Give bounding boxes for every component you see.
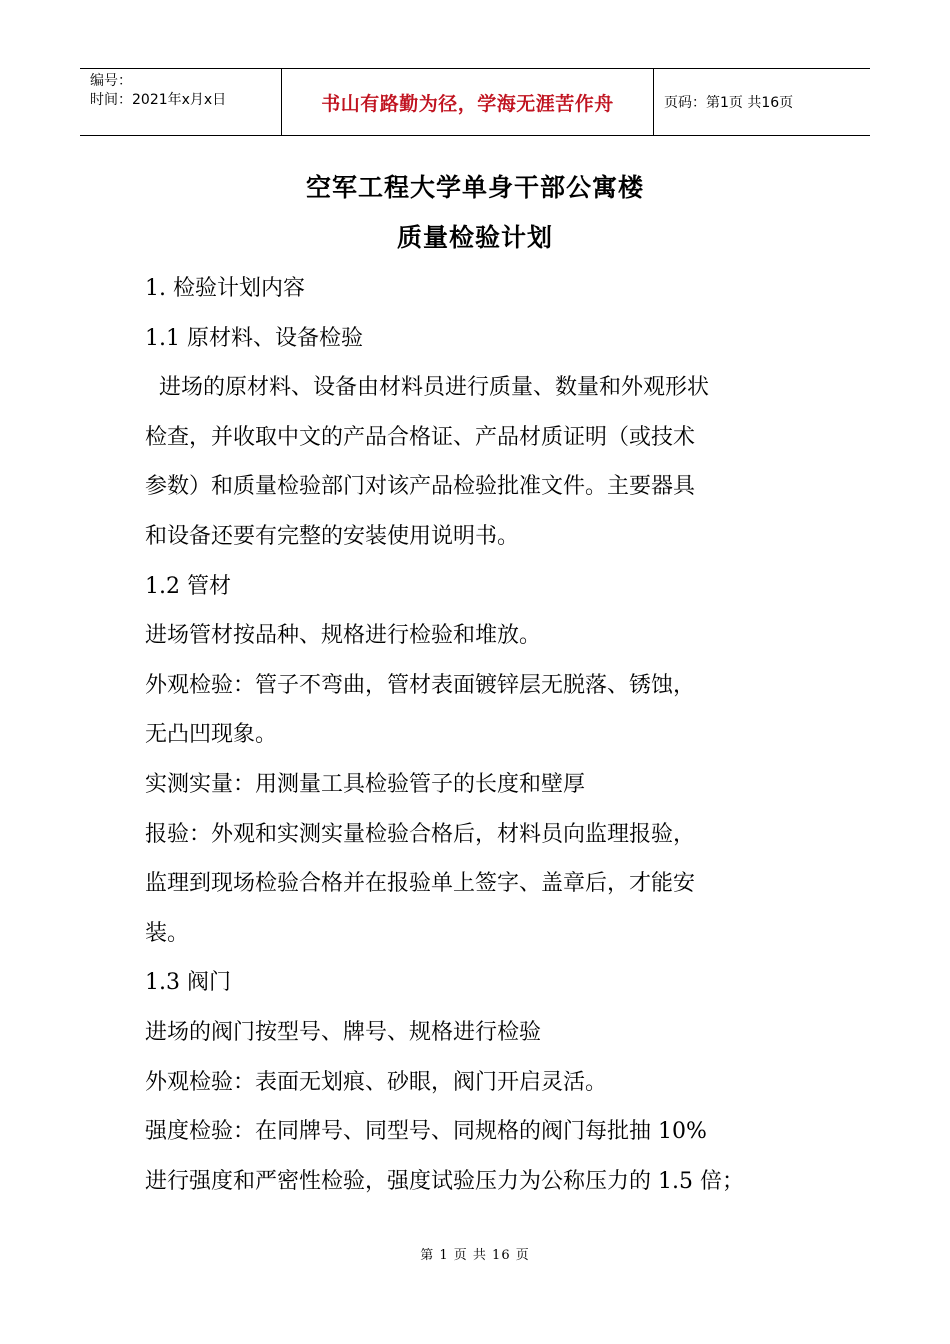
body-line: 1.3 阀门 — [145, 970, 231, 996]
header-meta-cell — [80, 69, 282, 135]
number-label: 编号： — [90, 73, 132, 89]
document-header — [80, 68, 870, 136]
document-title: 空军工程大学单身干部公寓楼 — [305, 173, 644, 202]
body-line: 外观检验：表面无划痕、砂眼，阀门开启灵活。 — [145, 1069, 608, 1095]
body-line: 1.2 管材 — [145, 573, 231, 599]
document-body — [145, 264, 810, 1206]
header-motto-cell — [282, 69, 654, 135]
date-label: 时间：2021年x月x日 — [90, 92, 227, 108]
body-line: 进行强度和严密性检验，强度试验压力为公称压力的 1.5 倍； — [145, 1168, 744, 1194]
header-page-cell — [654, 69, 870, 135]
body-line: 1. 检验计划内容 — [145, 276, 305, 301]
page-info: 页码：第1页 共16页 — [664, 95, 794, 111]
body-line: 1.1 原材料、设备检验 — [145, 325, 363, 351]
body-line: 参数）和质量检验部门对该产品检验批准文件。主要器具 — [145, 474, 696, 500]
body-line: 和设备还要有完整的安装使用说明书。 — [145, 523, 520, 549]
body-line: 实测实量：用测量工具检验管子的长度和壁厚 — [145, 771, 586, 797]
body-line: 强度检验：在同牌号、同型号、同规格的阀门每批抽 10% — [145, 1119, 707, 1145]
body-line: 进场的阀门按型号、牌号、规格进行检验 — [145, 1019, 542, 1045]
body-line: 监理到现场检验合格并在报验单上签字、盖章后，才能安 — [145, 871, 696, 897]
document-subtitle: 质量检验计划 — [396, 223, 553, 252]
body-line: 报验：外观和实测实量检验合格后，材料员向监理报验， — [145, 821, 696, 847]
body-line: 检查，并收取中文的产品合格证、产品材质证明（或技术 — [145, 424, 696, 450]
body-line: 进场的原材料、设备由材料员进行质量、数量和外观形状 — [145, 375, 709, 401]
page-footer: 第 1 页 共 16 页 — [420, 1248, 530, 1263]
body-line: 进场管材按品种、规格进行检验和堆放。 — [145, 623, 542, 649]
body-line: 装。 — [145, 920, 190, 946]
body-line: 无凸凹现象。 — [145, 722, 278, 748]
motto-text: 书山有路勤为径，学海无涯苦作舟 — [321, 92, 614, 115]
body-line: 外观检验：管子不弯曲，管材表面镀锌层无脱落、锈蚀， — [145, 672, 696, 698]
